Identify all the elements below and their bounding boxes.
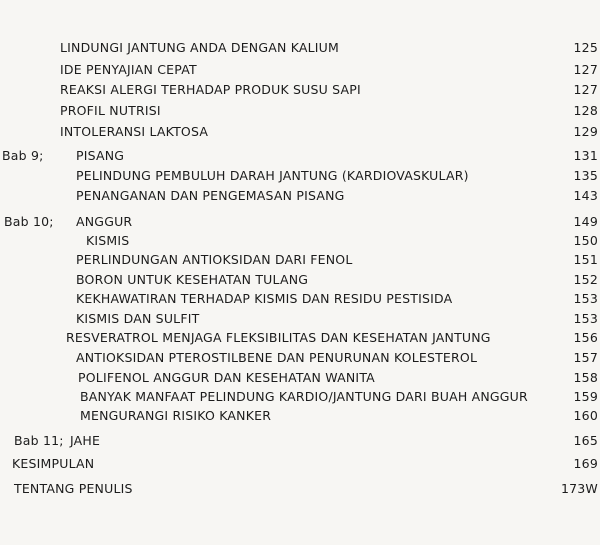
toc-entry: [0, 60, 598, 80]
toc-entry-title: PELINDUNG PEMBULUH DARAH JANTUNG (KARDIOVASKULAR): [76, 168, 469, 183]
toc-entry: [0, 186, 598, 206]
toc-entry: [0, 479, 598, 499]
toc-entry-page: 151: [573, 252, 598, 267]
toc-entry-page: 153: [573, 311, 598, 326]
toc-entry: [0, 368, 598, 388]
toc-entry: [0, 101, 598, 121]
toc-chapter-number: Bab 10;: [4, 214, 54, 229]
toc-entry-title: ANGGUR: [76, 214, 133, 229]
toc-entry-title: TENTANG PENULIS: [14, 481, 133, 496]
toc-entry: [0, 38, 598, 58]
toc-entry-page: 150: [573, 233, 598, 248]
toc-entry: [0, 231, 598, 251]
toc-entry-title: IDE PENYAJIAN CEPAT: [60, 62, 197, 77]
toc-chapter-entry: [0, 431, 598, 451]
toc-entry-page: 131: [573, 148, 598, 163]
toc-chapter-entry: [0, 146, 598, 166]
toc-entry: [0, 328, 598, 348]
toc-entry-page: 160: [573, 408, 598, 423]
toc-entry-title: KISMIS DAN SULFIT: [76, 311, 200, 326]
toc-entry-title: JAHE: [70, 433, 101, 448]
toc-entry-title: KESIMPULAN: [12, 456, 95, 471]
toc-entry: [0, 250, 598, 270]
toc-entry-title: PROFIL NUTRISI: [60, 103, 161, 118]
toc-entry-title: ANTIOKSIDAN PTEROSTILBENE DAN PENURUNAN KOLESTEROL: [76, 350, 478, 365]
toc-entry-title: POLIFENOL ANGGUR DAN KESEHATAN WANITA: [78, 370, 375, 385]
toc-entry-title: KISMIS: [86, 233, 130, 248]
toc-entry-page: 169: [573, 456, 598, 471]
toc-entry-page: 153: [573, 291, 598, 306]
toc-entry-page: 135: [573, 168, 598, 183]
toc-entry-page: 128: [573, 103, 598, 118]
toc-entry-page: 152: [573, 272, 598, 287]
toc-entry-page: 158: [573, 370, 598, 385]
toc-entry: [0, 80, 598, 100]
toc-entry: [0, 406, 598, 426]
toc-entry: [0, 122, 598, 142]
toc-entry: [0, 289, 598, 309]
toc-entry-page: 165: [573, 433, 598, 448]
toc-entry-page: 127: [573, 82, 598, 97]
toc-entry-page: 157: [573, 350, 598, 365]
toc-entry: [0, 270, 598, 290]
toc-entry-title: REAKSI ALERGI TERHADAP PRODUK SUSU SAPI: [60, 82, 361, 97]
toc-entry-page: 125: [573, 40, 598, 55]
toc-entry-title: KEKHAWATIRAN TERHADAP KISMIS DAN RESIDU PESTISIDA: [76, 291, 453, 306]
toc-chapter-number: Bab 9;: [2, 148, 44, 163]
toc-entry-title: INTOLERANSI LAKTOSA: [60, 124, 209, 139]
toc-entry-title: PENANGANAN DAN PENGEMASAN PISANG: [76, 188, 345, 203]
toc-chapter-number: Bab 11;: [14, 433, 64, 448]
toc-entry-page: 127: [573, 62, 598, 77]
toc-entry-title: PERLINDUNGAN ANTIOKSIDAN DARI FENOL: [76, 252, 353, 267]
toc-entry-title: RESVERATROL MENJAGA FLEKSIBILITAS DAN KESEHATAN JANTUNG: [66, 330, 491, 345]
toc-chapter-entry: [0, 212, 598, 232]
toc-entry: [0, 166, 598, 186]
toc-entry: [0, 387, 598, 407]
toc-entry-title: LINDUNGI JANTUNG ANDA DENGAN KALIUM: [60, 40, 340, 55]
toc-entry-page: 149: [573, 214, 598, 229]
toc-entry-page: 129: [573, 124, 598, 139]
toc-entry-page: 156: [573, 330, 598, 345]
toc-entry: [0, 309, 598, 329]
toc-entry: [0, 454, 598, 474]
toc-entry-title: BORON UNTUK KESEHATAN TULANG: [76, 272, 309, 287]
toc-entry-title: PISANG: [76, 148, 125, 163]
toc-entry-page: 143: [573, 188, 598, 203]
toc-entry-page: 159: [573, 389, 598, 404]
toc-entry: [0, 348, 598, 368]
toc-entry-title: MENGURANGI RISIKO KANKER: [80, 408, 272, 423]
toc-entry-page: 173W: [560, 481, 598, 496]
toc-entry-title: BANYAK MANFAAT PELINDUNG KARDIO/JANTUNG DARI BUAH ANGGUR: [80, 389, 528, 404]
